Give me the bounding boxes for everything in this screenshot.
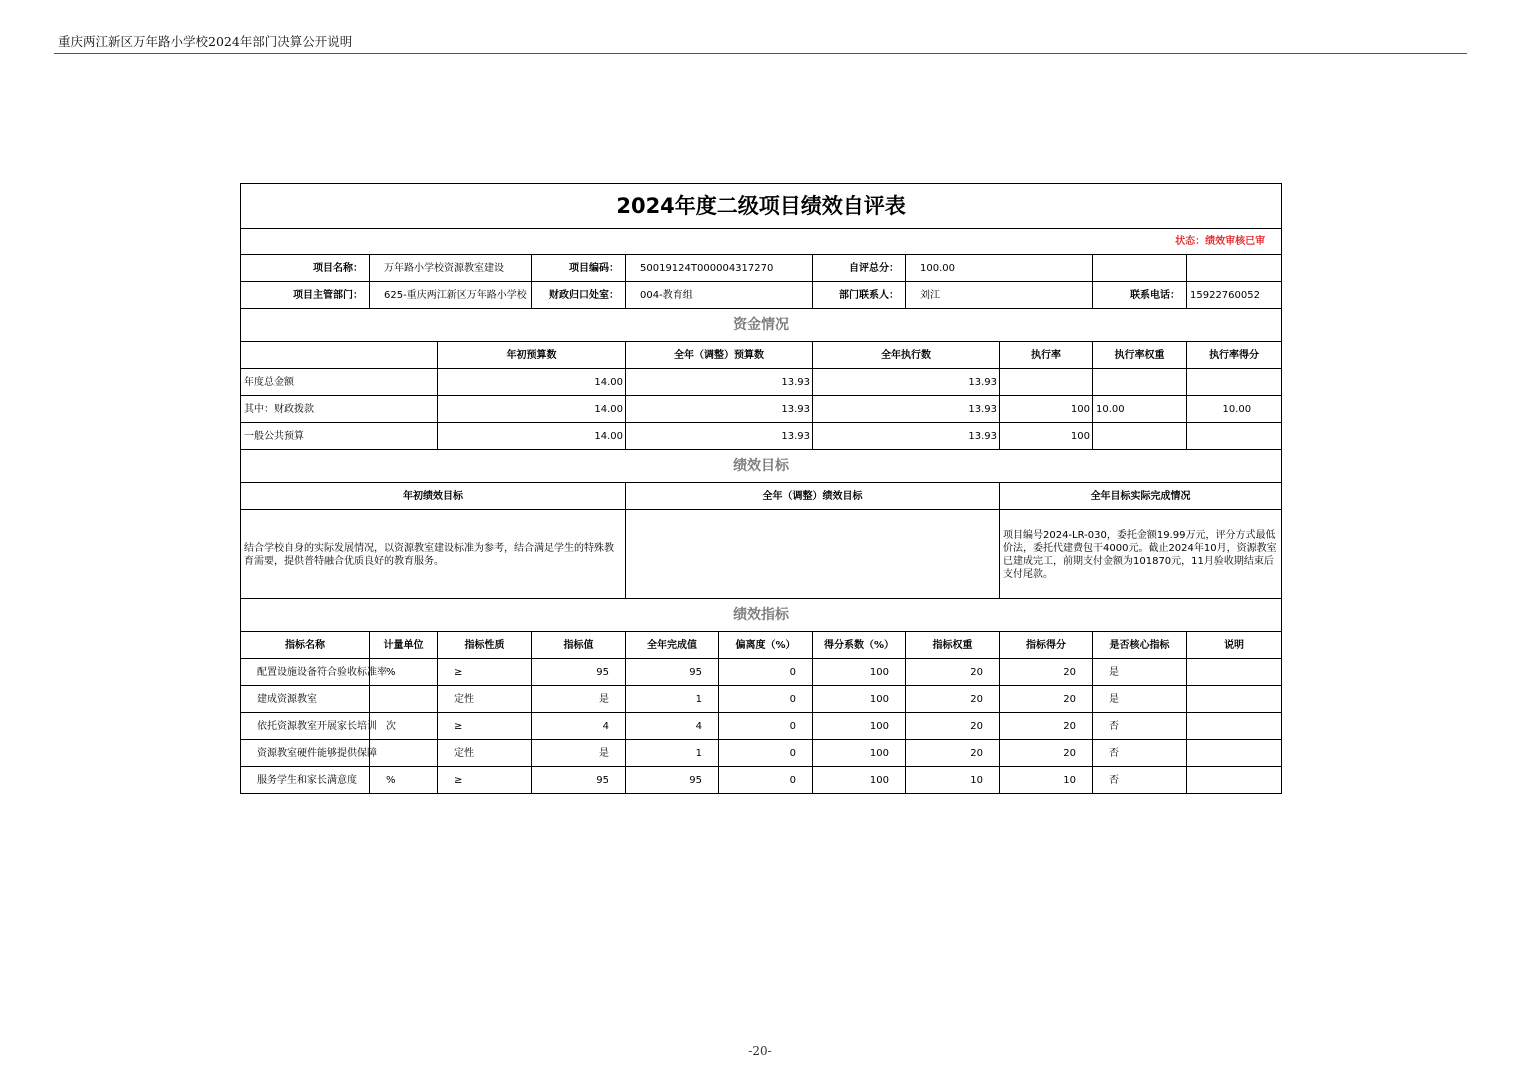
indicator-unit xyxy=(370,686,438,713)
ind-header-target: 指标值 xyxy=(532,632,626,659)
indicator-unit: % xyxy=(370,767,438,794)
indicator-nature: ≥ xyxy=(438,713,532,740)
empty-cell xyxy=(1093,255,1187,282)
indicator-actual: 4 xyxy=(626,713,719,740)
indicator-unit: % xyxy=(370,659,438,686)
indicator-row xyxy=(241,659,1282,686)
indicator-unit xyxy=(370,740,438,767)
funds-header-blank xyxy=(241,342,438,369)
contact-label: 部门联系人： xyxy=(813,282,906,309)
indicator-deviation: 0 xyxy=(719,713,813,740)
indicator-unit: 次 xyxy=(370,713,438,740)
indicator-core: 是 xyxy=(1093,659,1187,686)
indicator-weight: 20 xyxy=(906,686,1000,713)
info-row-2 xyxy=(241,282,1282,309)
funds-row-weight xyxy=(1093,369,1187,396)
info-row-1 xyxy=(241,255,1282,282)
funds-row xyxy=(241,369,1282,396)
phone-label: 联系电话： xyxy=(1093,282,1187,309)
performance-evaluation-table xyxy=(240,183,1282,794)
phone-value: 15922760052 xyxy=(1187,282,1282,309)
ind-header-nature: 指标性质 xyxy=(438,632,532,659)
funds-row-weight xyxy=(1093,423,1187,450)
funds-row-rate xyxy=(1000,369,1093,396)
goals-header-row xyxy=(241,483,1282,510)
funds-row-rate: 100 xyxy=(1000,396,1093,423)
adjusted-goal-text xyxy=(626,510,1000,599)
ind-header-core: 是否核心指标 xyxy=(1093,632,1187,659)
funds-section-title: 资金情况 xyxy=(241,309,1282,342)
indicator-weight: 10 xyxy=(906,767,1000,794)
indicator-deviation: 0 xyxy=(719,686,813,713)
indicator-name: 资源教室硬件能够提供保障 xyxy=(241,740,370,767)
funds-row xyxy=(241,423,1282,450)
form-title: 2024年度二级项目绩效自评表 xyxy=(241,184,1282,229)
indicator-core: 是 xyxy=(1093,686,1187,713)
indicator-deviation: 0 xyxy=(719,659,813,686)
ind-header-name: 指标名称 xyxy=(241,632,370,659)
indicator-target: 4 xyxy=(532,713,626,740)
indicator-target: 95 xyxy=(532,659,626,686)
department-label: 项目主管部门： xyxy=(241,282,370,309)
funds-header-initial: 年初预算数 xyxy=(438,342,626,369)
page-header: 重庆两江新区万年路小学校2024年部门决算公开说明 xyxy=(58,34,353,49)
indicator-name: 服务学生和家长满意度 xyxy=(241,767,370,794)
funds-row-name: 一般公共预算 xyxy=(241,423,438,450)
funds-row-executed: 13.93 xyxy=(813,369,1000,396)
indicator-weight: 20 xyxy=(906,659,1000,686)
department-value: 625-重庆两江新区万年路小学校 xyxy=(370,282,532,309)
indicator-actual: 95 xyxy=(626,659,719,686)
indicator-core: 否 xyxy=(1093,740,1187,767)
header-divider xyxy=(54,53,1467,54)
funds-row-name: 其中：财政拨款 xyxy=(241,396,438,423)
goals-section-title: 绩效目标 xyxy=(241,450,1282,483)
indicator-nature: 定性 xyxy=(438,740,532,767)
funds-header-rate: 执行率 xyxy=(1000,342,1093,369)
indicator-row xyxy=(241,740,1282,767)
indicator-actual: 1 xyxy=(626,686,719,713)
indicator-nature: ≥ xyxy=(438,659,532,686)
indicator-score: 20 xyxy=(1000,686,1093,713)
funds-row-initial: 14.00 xyxy=(438,423,626,450)
goals-content-row xyxy=(241,510,1282,599)
funds-row-score xyxy=(1187,369,1282,396)
funds-row-name: 年度总金额 xyxy=(241,369,438,396)
status-label: 状态：绩效审核已审 xyxy=(241,229,1282,255)
goals-header-initial: 年初绩效目标 xyxy=(241,483,626,510)
total-score-value: 100.00 xyxy=(906,255,1093,282)
funds-row-initial: 14.00 xyxy=(438,396,626,423)
ind-header-score: 指标得分 xyxy=(1000,632,1093,659)
indicator-target: 是 xyxy=(532,740,626,767)
indicator-name: 依托资源教室开展家长培训 xyxy=(241,713,370,740)
finance-office-value: 004-教育组 xyxy=(626,282,813,309)
indicator-score: 20 xyxy=(1000,740,1093,767)
indicator-coef: 100 xyxy=(813,713,906,740)
indicator-coef: 100 xyxy=(813,767,906,794)
funds-header-weight: 执行率权重 xyxy=(1093,342,1187,369)
page-number: -20- xyxy=(748,1044,772,1058)
funds-row xyxy=(241,396,1282,423)
ind-header-weight: 指标权重 xyxy=(906,632,1000,659)
funds-row-score xyxy=(1187,423,1282,450)
indicator-deviation: 0 xyxy=(719,767,813,794)
project-name-label: 项目名称： xyxy=(241,255,370,282)
funds-header-row xyxy=(241,342,1282,369)
indicator-name: 配置设施设备符合验收标准率 xyxy=(241,659,370,686)
indicator-actual: 95 xyxy=(626,767,719,794)
indicator-deviation: 0 xyxy=(719,740,813,767)
indicator-core: 否 xyxy=(1093,713,1187,740)
indicator-coef: 100 xyxy=(813,686,906,713)
ind-header-note: 说明 xyxy=(1187,632,1282,659)
indicator-row xyxy=(241,713,1282,740)
funds-row-executed: 13.93 xyxy=(813,423,1000,450)
indicator-row xyxy=(241,686,1282,713)
funds-header-executed: 全年执行数 xyxy=(813,342,1000,369)
funds-row-rate: 100 xyxy=(1000,423,1093,450)
ind-header-unit: 计量单位 xyxy=(370,632,438,659)
contact-value: 刘江 xyxy=(906,282,1093,309)
funds-row-adjusted: 13.93 xyxy=(626,396,813,423)
funds-row-initial: 14.00 xyxy=(438,369,626,396)
initial-goal-text: 结合学校自身的实际发展情况，以资源教室建设标准为参考，结合满足学生的特殊教育需要，提供普特融合优质良好的教育服务。 xyxy=(241,510,626,599)
indicator-coef: 100 xyxy=(813,659,906,686)
actual-completion-text: 项目编号2024-LR-030，委托金额19.99万元，评分方式最低价法，委托代建费包干4000元。截止2024年10月，资源教室已建成完工，前期支付金额为101870元，11月验收期结束后支付尾款。 xyxy=(1000,510,1282,599)
indicator-coef: 100 xyxy=(813,740,906,767)
indicator-score: 20 xyxy=(1000,659,1093,686)
indicator-note xyxy=(1187,767,1282,794)
project-code-value: 50019124T000004317270 xyxy=(626,255,813,282)
indicator-score: 10 xyxy=(1000,767,1093,794)
indicator-nature: ≥ xyxy=(438,767,532,794)
indicator-note xyxy=(1187,713,1282,740)
indicator-target: 是 xyxy=(532,686,626,713)
indicator-weight: 20 xyxy=(906,740,1000,767)
ind-header-deviation: 偏离度（%） xyxy=(719,632,813,659)
indicator-target: 95 xyxy=(532,767,626,794)
indicator-actual: 1 xyxy=(626,740,719,767)
project-name-value: 万年路小学校资源教室建设 xyxy=(370,255,532,282)
goals-header-adjusted: 全年（调整）绩效目标 xyxy=(626,483,1000,510)
project-code-label: 项目编码： xyxy=(532,255,626,282)
funds-row-score: 10.00 xyxy=(1187,396,1282,423)
indicators-section-title: 绩效指标 xyxy=(241,599,1282,632)
indicator-weight: 20 xyxy=(906,713,1000,740)
total-score-label: 自评总分： xyxy=(813,255,906,282)
ind-header-coef: 得分系数（%） xyxy=(813,632,906,659)
indicator-core: 否 xyxy=(1093,767,1187,794)
empty-cell xyxy=(1187,255,1282,282)
indicator-nature: 定性 xyxy=(438,686,532,713)
funds-row-adjusted: 13.93 xyxy=(626,369,813,396)
indicators-header-row xyxy=(241,632,1282,659)
funds-row-executed: 13.93 xyxy=(813,396,1000,423)
indicator-row xyxy=(241,767,1282,794)
indicator-score: 20 xyxy=(1000,713,1093,740)
ind-header-actual: 全年完成值 xyxy=(626,632,719,659)
indicator-note xyxy=(1187,659,1282,686)
indicator-name: 建成资源教室 xyxy=(241,686,370,713)
indicator-note xyxy=(1187,740,1282,767)
funds-header-score: 执行率得分 xyxy=(1187,342,1282,369)
finance-office-label: 财政归口处室： xyxy=(532,282,626,309)
goals-header-actual: 全年目标实际完成情况 xyxy=(1000,483,1282,510)
funds-header-adjusted: 全年（调整）预算数 xyxy=(626,342,813,369)
funds-row-weight: 10.00 xyxy=(1093,396,1187,423)
indicator-note xyxy=(1187,686,1282,713)
funds-row-adjusted: 13.93 xyxy=(626,423,813,450)
